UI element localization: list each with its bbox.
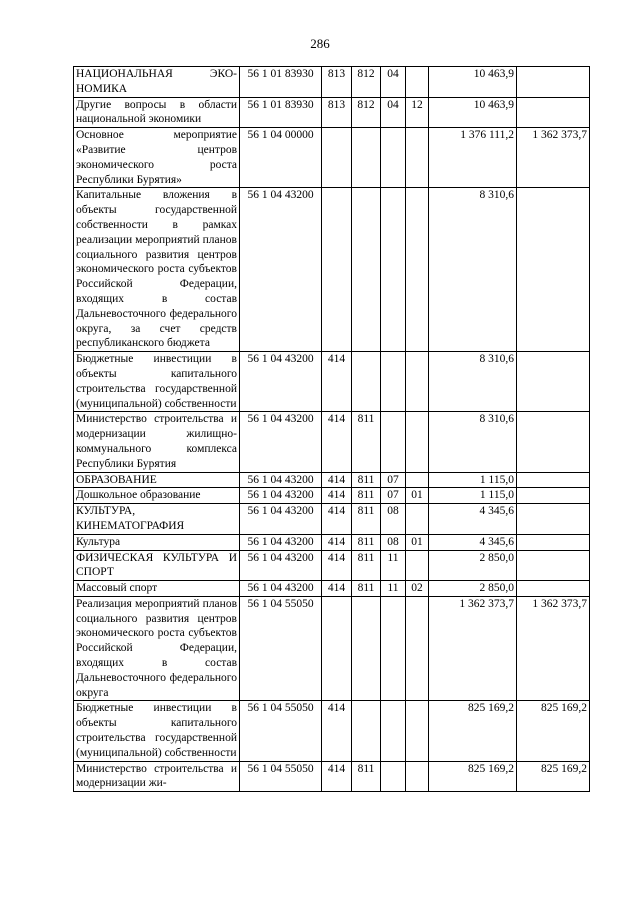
subsection-cell <box>406 128 429 188</box>
target-article-cell: 56 1 04 43200 <box>240 534 322 550</box>
row-name-cell: Бюджетные инвестиции в объекты капитального строительства государственной (муниципальной) собственности <box>74 352 240 412</box>
section-cell <box>381 412 406 472</box>
target-article-cell: 56 1 01 83930 <box>240 67 322 98</box>
section-cell: 11 <box>381 581 406 597</box>
amount-year1-cell: 825 169,2 <box>429 701 517 761</box>
amount-year1-cell: 1 115,0 <box>429 472 517 488</box>
administrator-cell: 811 <box>352 488 381 504</box>
section-cell: 04 <box>381 97 406 128</box>
expense-type-cell: 414 <box>322 581 352 597</box>
amount-year2-cell: 825 169,2 <box>517 761 590 792</box>
expense-type-cell: 414 <box>322 761 352 792</box>
target-article-cell: 56 1 04 43200 <box>240 488 322 504</box>
amount-year2-cell: 1 362 373,7 <box>517 128 590 188</box>
section-cell <box>381 128 406 188</box>
section-cell <box>381 701 406 761</box>
row-name-cell: Капитальные вложения в объекты государственной собственности в рамках реализации мероприятий планов социального развития центров экономического роста субъектов Российской Федерации, входящих в состав Дальневосточного федерального округа, за счет средств республиканского бюджета <box>74 188 240 352</box>
subsection-cell <box>406 472 429 488</box>
subsection-cell <box>406 67 429 98</box>
expense-type-cell: 813 <box>322 97 352 128</box>
expense-type-cell <box>322 596 352 701</box>
administrator-cell: 812 <box>352 97 381 128</box>
amount-year1-cell: 1 115,0 <box>429 488 517 504</box>
administrator-cell: 811 <box>352 581 381 597</box>
expense-type-cell: 414 <box>322 412 352 472</box>
amount-year2-cell <box>517 97 590 128</box>
table-row <box>74 128 590 188</box>
amount-year1-cell: 8 310,6 <box>429 412 517 472</box>
expense-type-cell: 414 <box>322 550 352 581</box>
amount-year2-cell: 1 362 373,7 <box>517 596 590 701</box>
amount-year1-cell: 4 345,6 <box>429 504 517 535</box>
amount-year2-cell <box>517 472 590 488</box>
row-name-cell: НАЦИОНАЛЬНАЯ ЭКО-НОМИКА <box>74 67 240 98</box>
administrator-cell <box>352 188 381 352</box>
target-article-cell: 56 1 04 43200 <box>240 188 322 352</box>
administrator-cell: 812 <box>352 67 381 98</box>
subsection-cell: 02 <box>406 581 429 597</box>
amount-year1-cell: 2 850,0 <box>429 550 517 581</box>
administrator-cell: 811 <box>352 412 381 472</box>
expense-type-cell: 414 <box>322 534 352 550</box>
row-name-cell: Реализация мероприятий планов социального развития центров экономического роста субъектов Российской Федерации, входящих в состав Дальневосточного федерального округа <box>74 596 240 701</box>
section-cell <box>381 188 406 352</box>
section-cell: 11 <box>381 550 406 581</box>
target-article-cell: 56 1 04 55050 <box>240 761 322 792</box>
administrator-cell: 811 <box>352 761 381 792</box>
section-cell: 08 <box>381 534 406 550</box>
row-name-cell: Массовый спорт <box>74 581 240 597</box>
target-article-cell: 56 1 01 83930 <box>240 97 322 128</box>
administrator-cell: 811 <box>352 534 381 550</box>
target-article-cell: 56 1 04 43200 <box>240 472 322 488</box>
expense-type-cell: 414 <box>322 352 352 412</box>
budget-rows <box>74 67 590 792</box>
row-name-cell: Культура <box>74 534 240 550</box>
budget-table <box>73 66 590 792</box>
target-article-cell: 56 1 04 43200 <box>240 504 322 535</box>
subsection-cell <box>406 550 429 581</box>
amount-year2-cell <box>517 188 590 352</box>
section-cell <box>381 352 406 412</box>
administrator-cell <box>352 128 381 188</box>
row-name-cell: Министерство строительства и модернизации жилищно-коммунального комплекса Республики Бурятия <box>74 412 240 472</box>
table-row <box>74 488 590 504</box>
administrator-cell <box>352 596 381 701</box>
amount-year1-cell: 2 850,0 <box>429 581 517 597</box>
amount-year2-cell <box>517 352 590 412</box>
section-cell: 07 <box>381 472 406 488</box>
amount-year2-cell <box>517 534 590 550</box>
table-row <box>74 352 590 412</box>
section-cell <box>381 761 406 792</box>
expense-type-cell: 414 <box>322 472 352 488</box>
row-name-cell: Основное мероприятие «Развитие центров экономического роста Республики Бурятия» <box>74 128 240 188</box>
target-article-cell: 56 1 04 00000 <box>240 128 322 188</box>
target-article-cell: 56 1 04 43200 <box>240 412 322 472</box>
amount-year2-cell <box>517 550 590 581</box>
table-row <box>74 504 590 535</box>
page-number: 286 <box>310 36 330 51</box>
subsection-cell <box>406 504 429 535</box>
amount-year1-cell: 10 463,9 <box>429 97 517 128</box>
table-row <box>74 97 590 128</box>
amount-year1-cell: 8 310,6 <box>429 352 517 412</box>
row-name-cell: КУЛЬТУРА, КИНЕМАТОГРАФИЯ <box>74 504 240 535</box>
table-row <box>74 472 590 488</box>
target-article-cell: 56 1 04 55050 <box>240 701 322 761</box>
subsection-cell: 01 <box>406 488 429 504</box>
target-article-cell: 56 1 04 43200 <box>240 581 322 597</box>
table-row <box>74 596 590 701</box>
row-name-cell: Другие вопросы в области национальной экономики <box>74 97 240 128</box>
table-row <box>74 67 590 98</box>
expense-type-cell <box>322 128 352 188</box>
administrator-cell: 811 <box>352 504 381 535</box>
subsection-cell: 12 <box>406 97 429 128</box>
expense-type-cell: 414 <box>322 701 352 761</box>
subsection-cell: 01 <box>406 534 429 550</box>
subsection-cell <box>406 188 429 352</box>
table-row <box>74 761 590 792</box>
amount-year1-cell: 4 345,6 <box>429 534 517 550</box>
row-name-cell: Министерство строительства и модернизации жи- <box>74 761 240 792</box>
expense-type-cell: 414 <box>322 504 352 535</box>
subsection-cell <box>406 412 429 472</box>
amount-year1-cell: 1 376 111,2 <box>429 128 517 188</box>
table-row <box>74 188 590 352</box>
administrator-cell: 811 <box>352 550 381 581</box>
subsection-cell <box>406 701 429 761</box>
amount-year2-cell <box>517 581 590 597</box>
administrator-cell <box>352 352 381 412</box>
table-row <box>74 550 590 581</box>
expense-type-cell: 813 <box>322 67 352 98</box>
section-cell: 07 <box>381 488 406 504</box>
table-row <box>74 534 590 550</box>
table-row <box>74 412 590 472</box>
section-cell: 08 <box>381 504 406 535</box>
table-row <box>74 581 590 597</box>
amount-year1-cell: 8 310,6 <box>429 188 517 352</box>
table-row <box>74 701 590 761</box>
row-name-cell: ОБРАЗОВАНИЕ <box>74 472 240 488</box>
administrator-cell <box>352 701 381 761</box>
amount-year1-cell: 825 169,2 <box>429 761 517 792</box>
amount-year2-cell <box>517 504 590 535</box>
target-article-cell: 56 1 04 55050 <box>240 596 322 701</box>
target-article-cell: 56 1 04 43200 <box>240 352 322 412</box>
amount-year2-cell <box>517 67 590 98</box>
target-article-cell: 56 1 04 43200 <box>240 550 322 581</box>
section-cell <box>381 596 406 701</box>
section-cell: 04 <box>381 67 406 98</box>
amount-year2-cell <box>517 412 590 472</box>
subsection-cell <box>406 761 429 792</box>
administrator-cell: 811 <box>352 472 381 488</box>
row-name-cell: ФИЗИЧЕСКАЯ КУЛЬТУРА И СПОРТ <box>74 550 240 581</box>
expense-type-cell: 414 <box>322 488 352 504</box>
subsection-cell <box>406 352 429 412</box>
subsection-cell <box>406 596 429 701</box>
amount-year1-cell: 1 362 373,7 <box>429 596 517 701</box>
expense-type-cell <box>322 188 352 352</box>
row-name-cell: Бюджетные инвестиции в объекты капитального строительства государственной (муниципальной) собственности <box>74 701 240 761</box>
amount-year2-cell <box>517 488 590 504</box>
amount-year2-cell: 825 169,2 <box>517 701 590 761</box>
row-name-cell: Дошкольное образование <box>74 488 240 504</box>
amount-year1-cell: 10 463,9 <box>429 67 517 98</box>
